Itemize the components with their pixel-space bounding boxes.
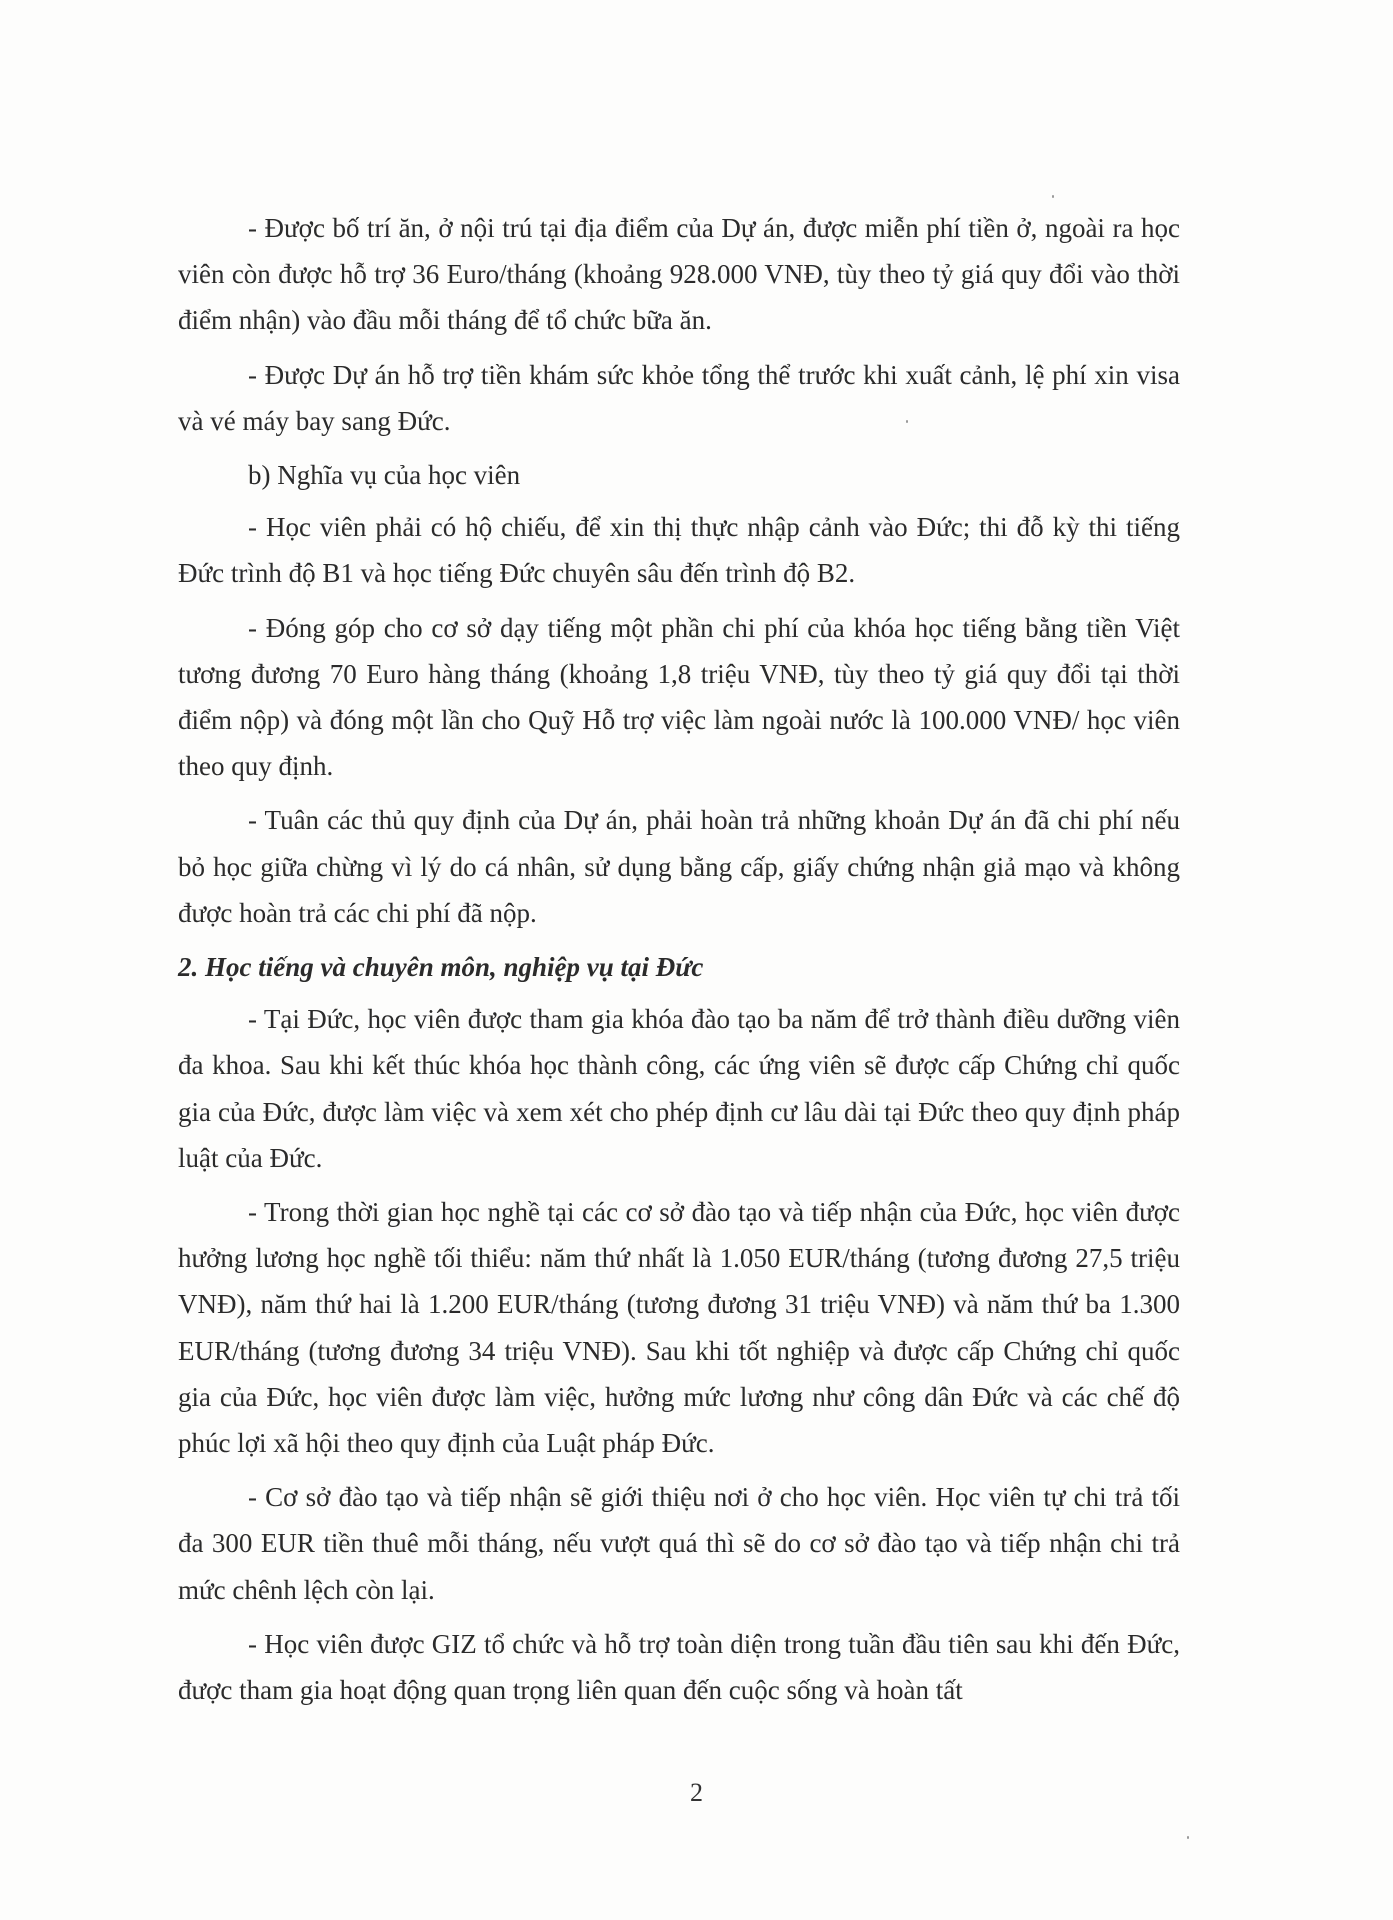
paragraph-health-visa-support: - Được Dự án hỗ trợ tiền khám sức khỏe tổng thể trước khi xuất cảnh, lệ phí xin visa và vé máy bay sang Đức.	[178, 359, 1180, 436]
paragraph-project-rules: - Tuân các thủ quy định của Dự án, phải hoàn trả những khoản Dự án đã chi phí nếu bỏ học giữa chừng vì lý do cá nhân, sử dụng bằng cấp, giấy chứng nhận giả mạo và không được hoàn trả các chi phí đã nộp.	[178, 805, 1180, 928]
page-number: 2	[690, 1778, 703, 1807]
subheading-student-obligations: b) Nghĩa vụ của học viên	[248, 460, 521, 491]
paragraph-apprentice-salary: - Trong thời gian học nghề tại các cơ sở đào tạo và tiếp nhận của Đức, học viên được hưởng lương học nghề tối thiểu: năm thứ nhất là 1.050 EUR/tháng (tương đương 27,5 triệu VNĐ), năm thứ hai là 1.200 EUR/tháng (tương đương 31 triệu VNĐ) và năm thứ ba 1.300 EUR/tháng (tương đương 34 triệu VNĐ). Sau khi tốt nghiệp và được cấp Chứng chỉ quốc gia của Đức, học viên được làm việc, hưởng mức lương như công dân Đức và các chế độ phúc lợi xã hội theo quy định của Luật pháp Đức.	[178, 1197, 1180, 1459]
document-body	[178, 205, 1180, 1721]
paragraph-passport-language-exam: - Học viên phải có hộ chiếu, để xin thị thực nhập cảnh vào Đức; thi đỗ kỳ thi tiếng Đức trình độ B1 và học tiếng Đức chuyên sâu đến trình độ B2.	[178, 512, 1180, 589]
paragraph-meals-accommodation: - Được bố trí ăn, ở nội trú tại địa điểm của Dự án, được miễn phí tiền ở, ngoài ra học viên còn được hỗ trợ 36 Euro/tháng (khoảng 928.000 VNĐ, tùy theo tỷ giá quy đổi vào thời điểm nhận) vào đầu mỗi tháng để tổ chức bữa ăn.	[178, 213, 1180, 336]
section-heading: 2. Học tiếng và chuyên môn, nghiệp vụ tại Đức	[178, 952, 704, 983]
scan-speck	[1187, 1836, 1189, 1839]
paragraph-course-contribution: - Đóng góp cho cơ sở dạy tiếng một phần chi phí của khóa học tiếng bằng tiền Việt tương đương 70 Euro hàng tháng (khoảng 1,8 triệu VNĐ, tùy theo tỷ giá quy đổi tại thời điểm nộp) và đóng một lần cho Quỹ Hỗ trợ việc làm ngoài nước là 100.000 VNĐ/ học viên theo quy định.	[178, 612, 1180, 782]
paragraph-training-program: - Tại Đức, học viên được tham gia khóa đào tạo ba năm để trở thành điều dưỡng viên đa khoa. Sau khi kết thúc khóa học thành công, các ứng viên sẽ được cấp Chứng chỉ quốc gia của Đức, được làm việc và xem xét cho phép định cư lâu dài tại Đức theo quy định pháp luật của Đức.	[178, 1004, 1180, 1173]
scan-speck	[1052, 195, 1054, 198]
paragraph-giz-support: - Học viên được GIZ tổ chức và hỗ trợ toàn diện trong tuần đầu tiên sau khi đến Đức, được tham gia hoạt động quan trọng liên quan đến cuộc sống và hoàn tất	[178, 1628, 1180, 1706]
paragraph-housing: - Cơ sở đào tạo và tiếp nhận sẽ giới thiệu nơi ở cho học viên. Học viên tự chi trả tối đa 300 EUR tiền thuê mỗi tháng, nếu vượt quá thì sẽ do cơ sở đào tạo và tiếp nhận chi trả mức chênh lệch còn lại.	[178, 1482, 1180, 1605]
